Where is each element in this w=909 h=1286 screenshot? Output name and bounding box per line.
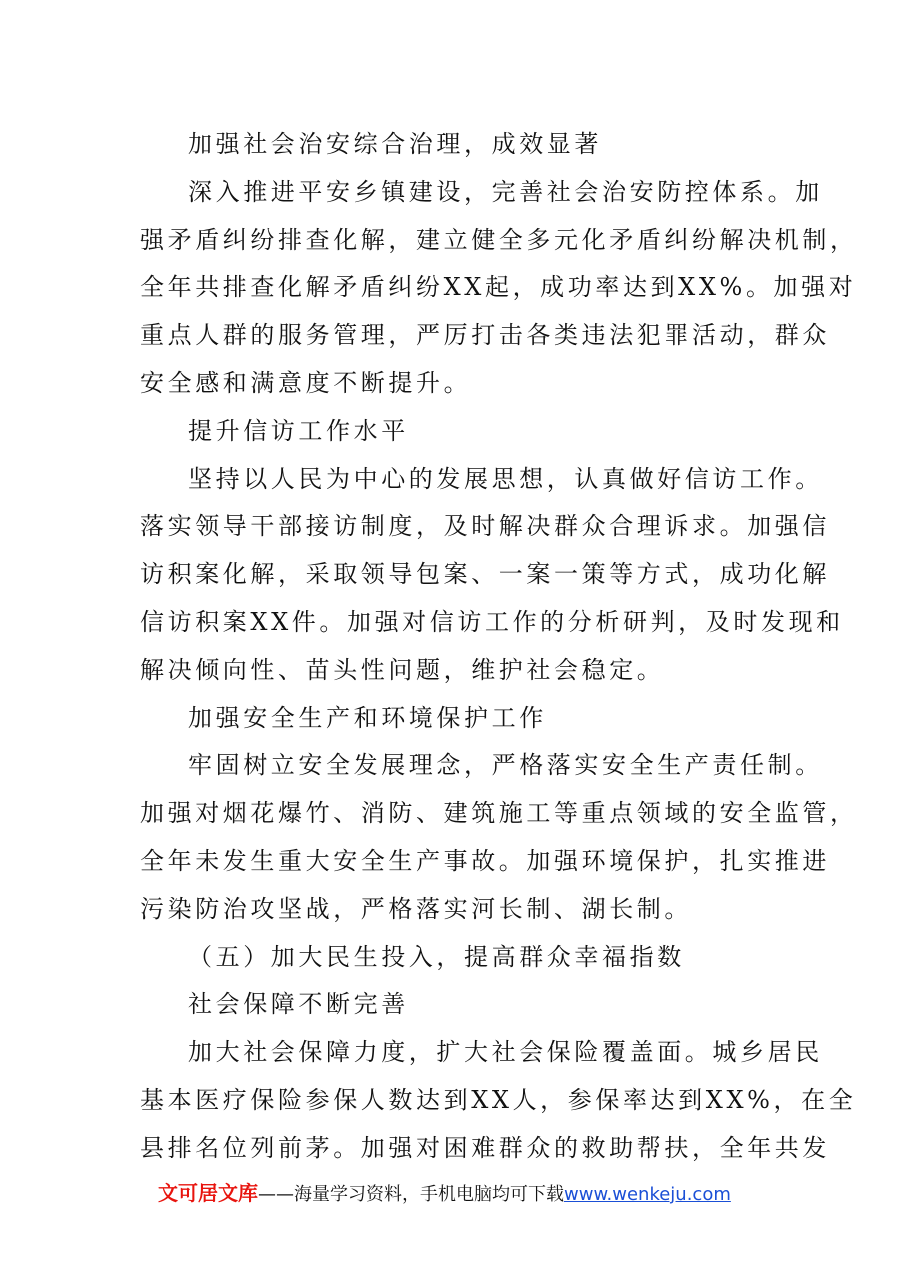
text-line: 提升信访工作水平 [188,416,409,445]
text-line: 全年共排查化解矛盾纠纷XX起，成功率达到XX%。加强对 [140,273,857,302]
footer-brand: 文可居文库 [158,1181,258,1205]
text-line: 加强对烟花爆竹、消防、建筑施工等重点领域的安全监管， [140,799,858,828]
text-line: 加强安全生产和环境保护工作 [188,703,547,732]
text-line: （五）加大民生投入，提高群众幸福指数 [188,942,685,971]
document-body [140,121,858,1173]
text-line: 基本医疗保险参保人数达到XX人，参保率达到XX%，在全 [140,1085,857,1114]
text-line: 全年未发生重大安全生产事故。加强环境保护，扎实推进 [140,846,830,875]
text-line: 牢固树立安全发展理念，严格落实安全生产责任制。 [188,751,823,780]
text-line: 加大社会保障力度，扩大社会保险覆盖面。城乡居民 [188,1038,823,1067]
text-line: 访积案化解，采取领导包案、一案一策等方式，成功化解 [140,560,830,589]
text-line: 社会保障不断完善 [188,990,409,1019]
text-line: 强矛盾纠纷排查化解，建立健全多元化矛盾纠纷解决机制， [140,225,858,254]
text-line: 坚持以人民为中心的发展思想，认真做好信访工作。 [188,464,823,493]
text-line: 落实领导干部接访制度，及时解决群众合理诉求。加强信 [140,512,830,541]
text-line: 污染防治攻坚战，严格落实河长制、湖长制。 [140,894,692,923]
text-line: 县排名位列前茅。加强对困难群众的救助帮扶，全年共发 [140,1133,830,1162]
footer-banner [158,1173,731,1213]
text-line: 解决倾向性、苗头性问题，维护社会稳定。 [140,655,665,684]
text-line: 深入推进平安乡镇建设，完善社会治安防控体系。加 [188,177,823,206]
text-line: 加强社会治安综合治理，成效显著 [188,130,602,158]
text-line: 重点人群的服务管理，严厉打击各类违法犯罪活动，群众 [140,321,830,350]
footer-link[interactable]: www.wenkeju.com [564,1184,731,1205]
text-line: 安全感和满意度不断提升。 [140,368,472,397]
footer-slogan: ——海量学习资料，手机电脑均可下载 [258,1184,564,1205]
text-line: 信访积案XX件。加强对信访工作的分析研判，及时发现和 [140,607,844,636]
